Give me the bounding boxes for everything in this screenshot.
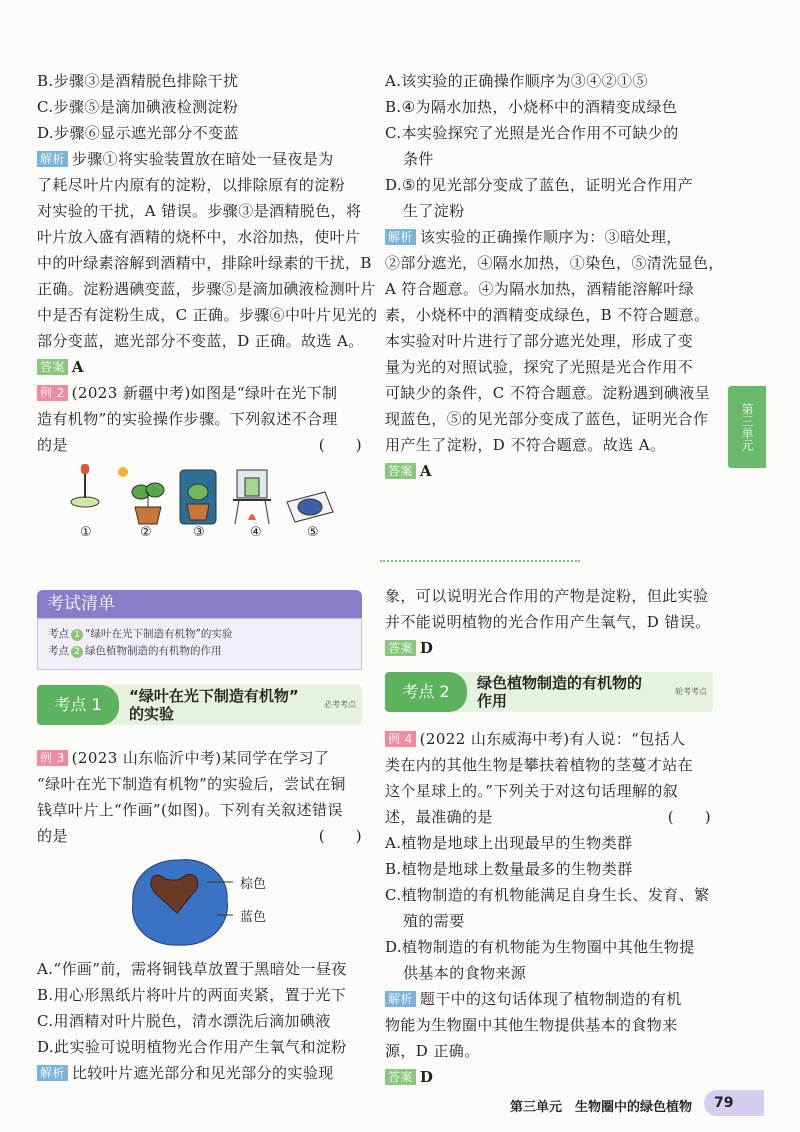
- answer-value: D: [419, 639, 434, 657]
- exam-list-box: [37, 618, 362, 670]
- option-b: B.④为隔水加热，小烧杯中的酒精变成绿色: [385, 98, 678, 116]
- analysis-line: 解析 该实验的正确操作顺序为：③暗处理，: [385, 226, 682, 248]
- step3-dark-box-icon: [180, 470, 216, 524]
- answer-value: A: [71, 358, 84, 376]
- kaodian-2-banner: [385, 672, 713, 712]
- analysis-line: 解析 题干中的这句话体现了植物制造的有机: [385, 988, 682, 1010]
- kaodian-2-badge: 轮考考点: [675, 687, 707, 696]
- kaodian-1-title: “绿叶在光下制造有机物” 的实验: [129, 687, 299, 723]
- analysis-line: 中是否有淀粉生成，C 正确。步骤⑥中叶片见光的: [37, 306, 378, 324]
- section-divider: [380, 560, 580, 562]
- step-label: ②: [140, 525, 152, 540]
- example-4-line: 类在内的其他生物是攀扶着植物的茎蔓才站在: [385, 756, 694, 774]
- analysis-line: 物能为生物圈中其他生物提供基本的食物来: [385, 1016, 678, 1034]
- option-a: A.该实验的正确操作顺序为③④②①⑤: [385, 72, 648, 90]
- step-label: ④: [250, 525, 262, 540]
- example-tag: 例 2: [37, 385, 68, 401]
- answer-line: [385, 1066, 433, 1088]
- leaf-heart-figure: [125, 855, 235, 950]
- option-a: A.植物是地球上出现最早的生物类群: [385, 834, 633, 852]
- analysis-line: 源，D 正确。: [385, 1042, 480, 1060]
- analysis-tag: 解析: [385, 991, 416, 1007]
- example-2-line: 例 2 (2023 新疆中考)如图是“绿叶在光下制: [37, 382, 337, 404]
- exam-list-title: 考试清单: [37, 590, 362, 618]
- fig-label-blue: 蓝色: [240, 910, 267, 925]
- option-b: B.步骤③是酒精脱色排除干扰: [37, 72, 239, 90]
- analysis-line: 了耗尽叶片内原有的淀粉，以排除原有的淀粉: [37, 176, 346, 194]
- answer-line: [385, 637, 433, 659]
- example-3-line: “绿叶在光下制造有机物”的实验后，尝试在铜: [37, 775, 346, 793]
- answer-line: [385, 460, 432, 482]
- analysis-line: 并不能说明植物的光合作用产生氧气，D 错误。: [385, 613, 711, 631]
- option-b: B.用心形黑纸片将叶片的两面夹紧，置于光下: [37, 986, 347, 1004]
- unit-sidebar-tab: 第三单元: [728, 386, 766, 468]
- answer-tag: 答案: [385, 1069, 416, 1085]
- example-tag: 例 4: [385, 731, 416, 747]
- kaodian-1-badge: 必考考点: [324, 700, 356, 709]
- analysis-line: 叶片放入盛有酒精的烧杯中，水浴加热，使叶片: [37, 228, 361, 246]
- kaodian-2-label: 考点 2: [385, 672, 467, 712]
- step2-plant-sun-icon: [118, 467, 164, 524]
- step1-dropper-icon: [71, 464, 99, 507]
- page-number: 79: [704, 1090, 764, 1116]
- analysis-line: 象，可以说明光合作用的产物是淀粉，但此实验: [385, 587, 709, 605]
- analysis-tag: 解析: [385, 229, 416, 245]
- option-d: D.植物制造的有机物能为生物圈中其他生物提: [385, 938, 695, 956]
- analysis-line: 量为光的对照试验，探究了光照是光合作用不: [385, 358, 694, 376]
- example-2-line: 造有机物”的实验操作步骤。下列叙述不合理: [37, 410, 338, 428]
- footer-unit-title: 第三单元 生物圈中的绿色植物: [510, 1100, 693, 1115]
- answer-value: D: [419, 1068, 434, 1086]
- step4-water-bath-icon: [233, 470, 271, 524]
- analysis-line: 部分变蓝，遮光部分不变蓝，D 正确。故选 A。: [37, 332, 364, 350]
- answer-paren: ( ): [318, 827, 362, 845]
- exam-list-item: 考点 2 绿色植物制造的有机物的作用: [48, 645, 222, 657]
- option-d-cont: 供基本的食物来源: [403, 964, 527, 982]
- option-c: C.本实验探究了光照是光合作用不可缺少的: [385, 124, 679, 142]
- exam-list-item: 考点 1 “绿叶在光下制造有机物”的实验: [48, 628, 233, 640]
- analysis-line: ②部分遮光，④隔水加热，①染色，⑤清洗显色，: [385, 254, 724, 272]
- answer-line: [37, 356, 84, 378]
- analysis-line: 对实验的干扰，A 错误。步骤③是酒精脱色，将: [37, 202, 362, 220]
- analysis-line: 用产生了淀粉，D 不符合题意。故选 A。: [385, 436, 666, 454]
- analysis-tag: 解析: [37, 151, 68, 167]
- option-c-cont: 殖的需要: [403, 912, 465, 930]
- step5-leaf-dish-icon: [287, 492, 333, 522]
- example-4-line: 述，最准确的是 ( ): [385, 808, 711, 826]
- example-4-line: 例 4 (2022 山东威海中考)有人说：“包括人: [385, 728, 685, 750]
- step-label: ③: [193, 525, 205, 540]
- analysis-tag: 解析: [37, 1065, 68, 1081]
- fig-label-brown: 棕色: [240, 877, 267, 892]
- example-3-line: 钱草叶片上“作画”(如图)。下列有关叙述错误: [37, 801, 343, 819]
- option-c: C.用酒精对叶片脱色，清水漂洗后滴加碘液: [37, 1012, 331, 1030]
- option-d-cont: 生了淀粉: [403, 202, 465, 220]
- option-b: B.植物是地球上数量最多的生物类群: [385, 860, 633, 878]
- option-d: D.步骤⑥显示遮光部分不变蓝: [37, 124, 239, 142]
- option-d: D.此实验可说明植物光合作用产生氧气和淀粉: [37, 1038, 347, 1056]
- option-c: C.植物制造的有机物能满足自身生长、发育、繁: [385, 886, 710, 904]
- answer-paren: ( ): [318, 436, 362, 454]
- kaodian-1-label: 考点 1: [37, 685, 119, 725]
- step-label: ⑤: [307, 525, 319, 540]
- analysis-line: A 符合题意。④为隔水加热，酒精能溶解叶绿: [385, 280, 695, 298]
- option-c-cont: 条件: [403, 150, 434, 168]
- example-3-line: 例 3 (2023 山东临沂中考)某同学在学习了: [37, 747, 329, 769]
- analysis-line: 素，小烧杯中的酒精变成绿色，B 不符合题意。: [385, 306, 710, 324]
- example-4-line: 这个星球上的。”下列关于对这句话理解的叙: [385, 782, 679, 800]
- kaodian-1-banner: [37, 685, 362, 725]
- answer-tag: 答案: [385, 640, 416, 656]
- option-d: D.⑤的见光部分变成了蓝色，证明光合作用产: [385, 176, 694, 194]
- answer-tag: 答案: [37, 359, 68, 375]
- analysis-line: 可缺少的条件，C 不符合题意。淀粉遇到碘液呈: [385, 384, 711, 402]
- analysis-line: 中的叶绿素溶解到酒精中，排除叶绿素的干扰，B: [37, 254, 372, 272]
- option-c: C.步骤⑤是滴加碘液检测淀粉: [37, 98, 239, 116]
- example-3-line: 的是 ( ): [37, 827, 362, 845]
- answer-paren: ( ): [667, 808, 711, 826]
- analysis-line: 本实验对叶片进行了部分遮光处理，形成了变: [385, 332, 694, 350]
- example-2-line: 的是 ( ): [37, 436, 362, 454]
- example-tag: 例 3: [37, 750, 68, 766]
- kaodian-2-title: 绿色植物制造的有机物的 作用: [477, 674, 643, 710]
- analysis-line: 解析 步骤①将实验装置放在暗处一昼夜是为: [37, 148, 334, 170]
- answer-tag: 答案: [385, 463, 416, 479]
- analysis-line: 正确。淀粉遇碘变蓝，步骤⑤是滴加碘液检测叶片: [37, 280, 376, 298]
- option-a: A.“作画”前，需将铜钱草放置于黑暗处一昼夜: [37, 960, 347, 978]
- analysis-line: 现蓝色，⑤的见光部分变成了蓝色，证明光合作: [385, 410, 709, 428]
- answer-value: A: [419, 462, 432, 480]
- analysis-line: 解析 比较叶片遮光部分和见光部分的实验现: [37, 1062, 334, 1084]
- step-label: ①: [80, 525, 92, 540]
